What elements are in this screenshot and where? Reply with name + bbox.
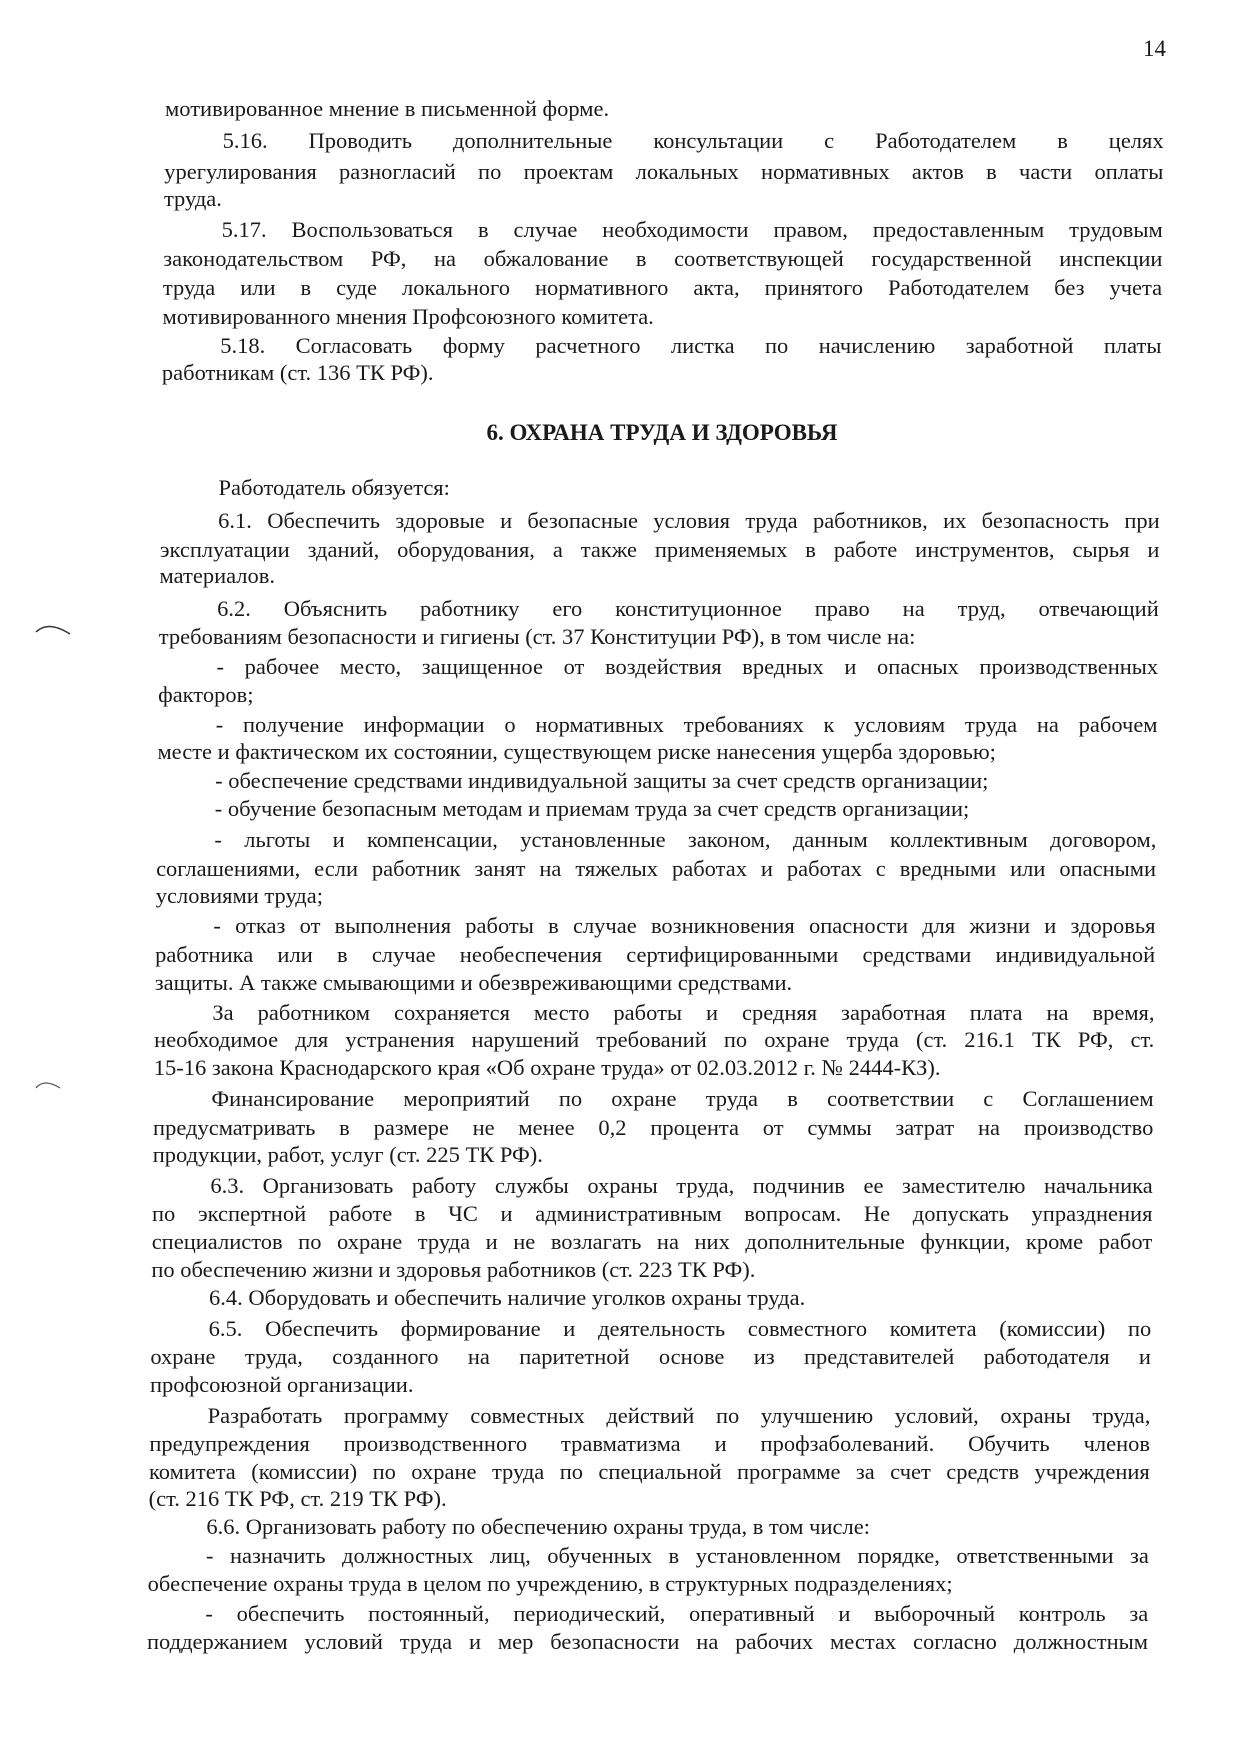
text-line: мотивированного мнения Профсоюзного комитета. xyxy=(162,304,654,329)
text-line: 6.5. Обеспечить формирование и деятельность совместного комитета (комиссии) по xyxy=(208,1316,1152,1341)
scan-mark xyxy=(34,1076,64,1092)
text-line: защиты. А также смывающими и обезвреживающими средствами. xyxy=(154,970,793,995)
text-line: урегулирования разногласий по проектам локальных нормативных актов в части оплаты xyxy=(164,159,1164,184)
text-line: специалистов по охране труда и не возлагать на них дополнительные функции, кроме работ xyxy=(151,1229,1153,1254)
text-line: - отказ от выполнения работы в случае возникновения опасности для жизни и здоровья xyxy=(213,913,1156,938)
text-line: 5.18. Согласовать форму расчетного листка по начислению заработной платы xyxy=(220,333,1162,358)
text-line: месте и фактическом их состоянии, существующем риске нанесения ущерба здоровью; xyxy=(157,739,996,764)
text-line: поддержанием условий труда и мер безопасности на рабочих местах согласно должностным xyxy=(147,1629,1148,1654)
text-line: труда. xyxy=(163,186,222,211)
text-line: условиями труда; xyxy=(155,883,323,908)
text-line: профсоюзной организации. xyxy=(150,1372,414,1397)
text-line: Финансирование мероприятий по охране труда в соответствии с Соглашением xyxy=(211,1086,1154,1111)
text-line: материалов. xyxy=(159,563,276,588)
text-line: соглашениями, если работник занят на тяжелых работах и работах с вредными или опасными xyxy=(156,856,1157,881)
text-line: Работодатель обязуется: xyxy=(218,475,450,500)
text-line: Разработать программу совместных действий по улучшению условий, охраны труда, xyxy=(207,1403,1151,1428)
text-line: 6.6. Организовать работу по обеспечению охраны труда, в том числе: xyxy=(206,1514,870,1539)
text-line: За работником сохраняется место работы и средняя заработная плата на время, xyxy=(212,1000,1155,1025)
text-line: 6.2. Объяснить работнику его конституционное право на труд, отвечающий xyxy=(217,596,1159,621)
text-line: требованиям безопасности и гигиены (ст. 37 Конституции РФ), в том числе на: xyxy=(158,624,916,649)
text-line: эксплуатации зданий, оборудования, а также применяемых в работе инструментов, сырья и xyxy=(159,537,1160,562)
text-line: - льготы и компенсации, установленные законом, данным коллективным договором, xyxy=(214,827,1157,852)
text-line: 15-16 закона Краснодарского края «Об охране труда» от 02.03.2012 г. № 2444-КЗ). xyxy=(153,1055,941,1080)
text-line: по экспертной работе в ЧС и административным вопросам. Не допускать упразднения xyxy=(152,1201,1153,1226)
text-line: мотивированное мнение в письменной форме. xyxy=(165,96,610,121)
text-line: 6.4. Оборудовать и обеспечить наличие уголков охраны труда. xyxy=(209,1285,806,1310)
scan-mark xyxy=(34,618,74,638)
text-line: - обеспечение средствами индивидуальной защиты за счет средств организации; xyxy=(215,768,989,793)
section-heading: 6. ОХРАНА ТРУДА И ЗДОРОВЬЯ xyxy=(486,420,838,445)
text-line: необходимое для устранения нарушений требований по охране труда (ст. 216.1 ТК РФ, ст. xyxy=(154,1027,1155,1052)
text-line: - получение информации о нормативных требованиях к условиям труда на рабочем xyxy=(215,712,1158,737)
text-line: 5.16. Проводить дополнительные консультации с Работодателем в целях xyxy=(222,128,1164,153)
text-line: факторов; xyxy=(158,682,254,707)
text-line: 5.17. Воспользоваться в случае необходимости правом, предоставленным трудовым xyxy=(221,217,1163,242)
text-line: предусматривать в размере не менее 0,2 процента от суммы затрат на производство xyxy=(153,1115,1154,1140)
text-line: законодательством РФ, на обжалование в соответствующей государственной инспекции xyxy=(163,246,1163,271)
text-line: охране труда, созданного на паритетной основе из представителей работодателя и xyxy=(150,1344,1151,1369)
text-line: - назначить должностных лиц, обученных в установленном порядке, ответственными за xyxy=(206,1543,1149,1568)
text-line: 6.3. Организовать работу службы охраны труда, подчинив ее заместителю начальника xyxy=(210,1173,1153,1198)
text-line: 6.1. Обеспечить здоровые и безопасные условия труда работников, их безопасность при xyxy=(218,508,1160,533)
text-line: - обеспечить постоянный, периодический, оперативный и выборочный контроль за xyxy=(205,1601,1149,1626)
text-line: работника или в случае необеспечения сертифицированными средствами индивидуальной xyxy=(155,942,1156,967)
text-line: - обучение безопасным методам и приемам труда за счет средств организации; xyxy=(214,796,970,821)
text-line: (ст. 216 ТК РФ, ст. 219 ТК РФ). xyxy=(148,1486,447,1511)
text-line: предупреждения производственного травматизма и профзаболеваний. Обучить членов xyxy=(149,1431,1151,1456)
text-line: обеспечение охраны труда в целом по учреждению, в структурных подразделениях; xyxy=(147,1571,953,1596)
text-line: работникам (ст. 136 ТК РФ). xyxy=(161,360,434,385)
text-line: продукции, работ, услуг (ст. 225 ТК РФ). xyxy=(152,1142,543,1167)
text-line: - рабочее место, защищенное от воздействия вредных и опасных производственных xyxy=(216,654,1159,679)
text-line: комитета (комиссии) по охране труда по специальной программе за счет средств учреждения xyxy=(148,1459,1150,1484)
text-line: труда или в суде локального нормативного акта, принятого Работодателем без учета xyxy=(162,275,1163,300)
page-number: 14 xyxy=(1143,36,1166,61)
text-line: по обеспечению жизни и здоровья работников (ст. 223 ТК РФ). xyxy=(151,1257,756,1282)
